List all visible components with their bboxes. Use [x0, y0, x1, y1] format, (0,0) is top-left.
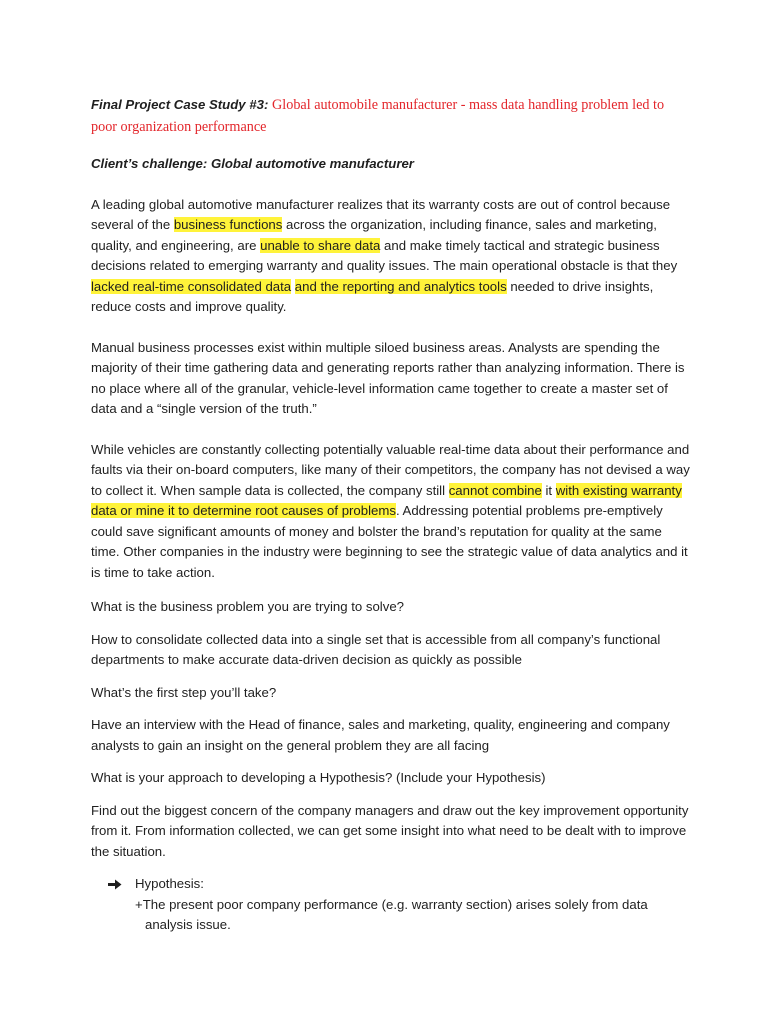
answer-1: How to consolidate collected data into a single set that is accessible from all company’s functional departments to make accurate data-driven decision as quickly as possible — [91, 631, 661, 667]
answer-2: Have an interview with the Head of finance, sales and marketing, quality, engineering and company analysts to gain an insight on the general problem they are all facing — [91, 717, 670, 753]
highlight: unable to share data — [260, 237, 381, 253]
paragraph-manual-processes: Manual business processes exist within multiple siloed business areas. Analysts are spending the majority of their time gathering data and generating reports rather than analyzing information. There is no place where all of the granular, vehicle-level information came together to create a master set of data and a “single version of the truth.” — [91, 339, 685, 416]
highlight: lacked real-time consolidated data — [91, 278, 292, 294]
text-run: needed to drive insights, reduce costs and improve quality. — [91, 278, 654, 314]
title-topic: Global automobile manufacturer - mass data handling problem led to poor organization performance — [91, 97, 665, 135]
question-3: What is your approach to developing a Hypothesis? (Include your Hypothesis) — [91, 770, 546, 785]
hypothesis-line-2: analysis issue. — [145, 917, 231, 932]
hypothesis-label: Hypothesis: — [135, 876, 204, 891]
question-1: What is the business problem you are trying to solve? — [91, 599, 404, 614]
text-run: A leading global automotive manufacturer realizes that its warranty costs are out of control because several of the — [91, 196, 671, 232]
title-lead: Final Project Case Study #3: — [91, 97, 269, 112]
text-run: and make timely tactical and strategic business decisions related to emerging warranty and quality issues. The main operational obstacle is that they — [91, 237, 678, 273]
text-run: it — [541, 482, 556, 498]
highlight: with existing warranty data or mine it to determine root causes of problems — [91, 482, 682, 518]
question-2: What’s the first step you’ll take? — [91, 684, 277, 700]
hypothesis-line-1: +The present poor company performance (e.g. warranty section) arises solely from data — [135, 896, 648, 912]
document-body — [91, 94, 691, 936]
highlight: business functions — [173, 217, 283, 232]
paragraph-vehicle-data — [91, 440, 691, 584]
text-run: . Addressing potential problems pre-emptively could save significant amounts of money and bolster the brand’s reputation for quality at the same time. Other companies in the industry were beginning to see the strategic value of data analytics and it is time to take action. — [91, 503, 688, 580]
highlight: and the reporting and analytics tools — [294, 278, 507, 294]
highlight: cannot combine — [448, 482, 542, 498]
page-title — [91, 94, 691, 138]
section-heading: Client’s challenge: Global automotive manufacturer — [91, 156, 414, 171]
text-run: across the organization, including finance, sales and marketing, quality, and engineering, are — [91, 217, 657, 253]
answer-3: Find out the biggest concern of the company managers and draw out the key improvement opportunity from it. From information collected, we can get some insight into what need to be dealt with to improve the situation. — [91, 802, 689, 859]
hypothesis-bullet — [91, 874, 691, 936]
paragraph-challenge — [91, 195, 691, 318]
arrow-right-icon — [108, 874, 126, 894]
text-run: While vehicles are constantly collecting potentially valuable real-time data about their performance and faults via their on-board computers, like many of their competitors, the company has not devised a way to collect it. When sample data is collected, the company still — [91, 441, 690, 498]
